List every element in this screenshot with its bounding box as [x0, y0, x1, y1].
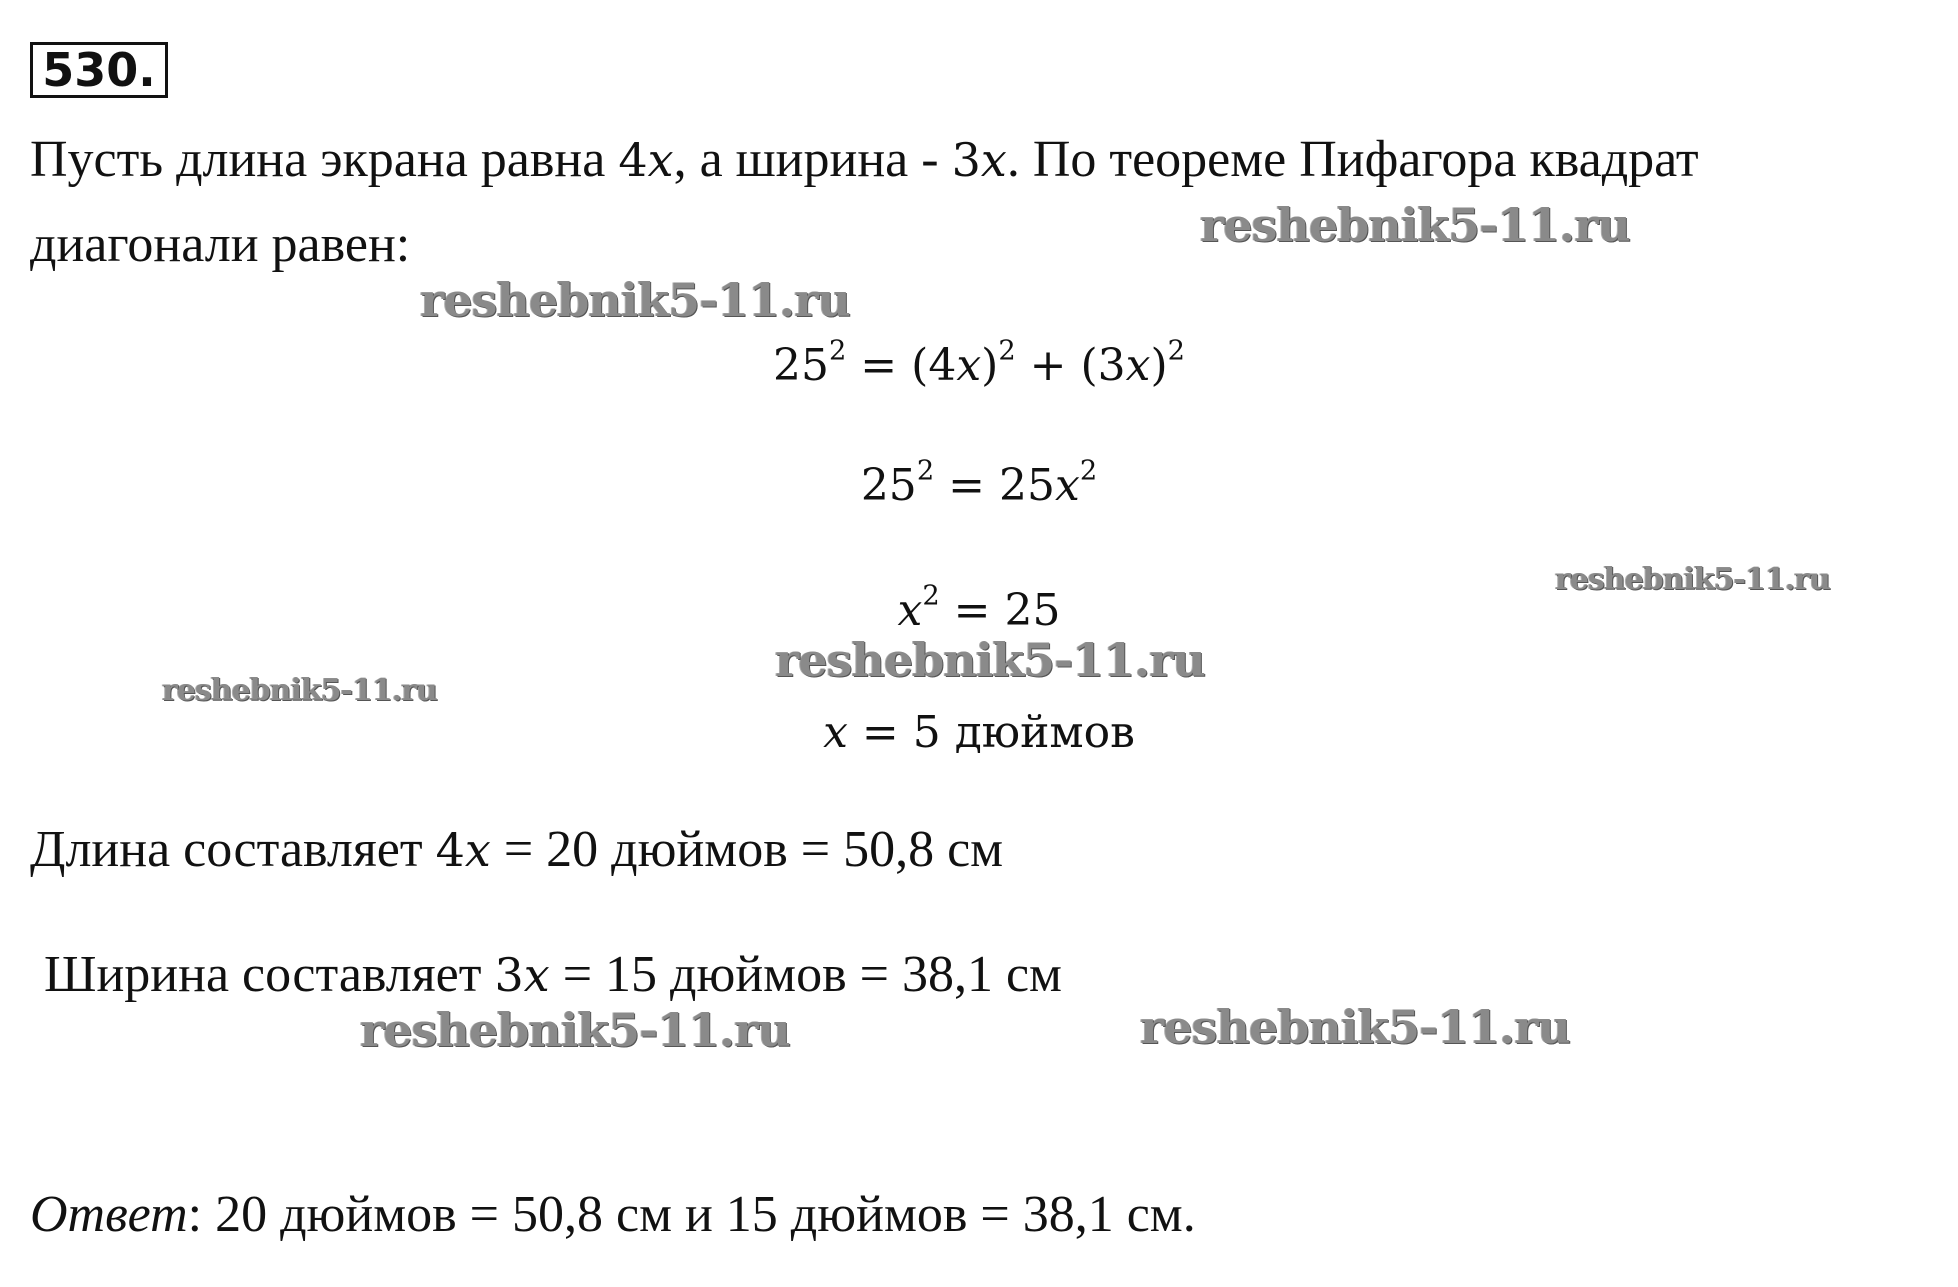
eq2-base-power: 2: [916, 455, 935, 487]
width-line: [44, 945, 1062, 1005]
eq1-power-3: 2: [1167, 335, 1186, 367]
intro-line-1: [30, 130, 1699, 190]
eq1-var-x-2: x: [1125, 340, 1151, 391]
eq1-part-e: ): [1150, 340, 1168, 391]
eq3-rest: = 25: [939, 585, 1061, 636]
watermark: reshebnik5-11.ru: [1140, 1000, 1570, 1054]
intro-coef-3: 3: [951, 133, 981, 187]
eq2-base: 25: [860, 460, 917, 511]
answer-text: : 20 дюймов = 50,8 см и 15 дюймов = 38,1 см.: [187, 1186, 1196, 1243]
eq1-base: 25: [772, 340, 829, 391]
eq1-base-power: 2: [828, 335, 847, 367]
eq4-var-x: x: [823, 707, 848, 758]
watermark: reshebnik5-11.ru: [1555, 562, 1830, 597]
eq3-var-power: 2: [922, 580, 940, 612]
equation-2: [0, 455, 1958, 514]
eq1-part-b: = (4: [846, 340, 957, 391]
eq1-power-2: 2: [998, 335, 1016, 367]
eq2-part-b: = 25: [934, 460, 1055, 511]
width-coef: 3: [494, 948, 524, 1002]
width-label: Ширина составляет: [44, 946, 495, 1003]
intro-coef-4: 4: [618, 133, 648, 187]
intro-text-d: , а ширина -: [673, 131, 952, 188]
eq1-part-c: ): [981, 340, 999, 391]
watermark: reshebnik5-11.ru: [360, 1003, 790, 1057]
problem-number: 530.: [30, 42, 168, 98]
length-label: Длина составляет: [30, 821, 436, 878]
eq4-rest: = 5 дюймов: [847, 707, 1135, 758]
answer-line: [30, 1185, 1196, 1245]
length-line: [30, 820, 1003, 880]
intro-var-x: x: [647, 133, 674, 187]
length-coef: 4: [435, 823, 465, 877]
watermark: reshebnik5-11.ru: [1200, 198, 1630, 252]
eq2-var-power: 2: [1079, 455, 1098, 487]
watermark: reshebnik5-11.ru: [162, 673, 437, 708]
width-var-x: x: [523, 948, 550, 1002]
equation-4: [0, 705, 1958, 761]
equation-1: [0, 335, 1958, 394]
intro-text-a: Пусть длина экрана равна: [30, 131, 619, 188]
watermark: reshebnik5-11.ru: [775, 633, 1205, 687]
eq1-var-x: x: [956, 340, 982, 391]
answer-label: Ответ: [30, 1186, 188, 1243]
length-var-x: x: [464, 823, 491, 877]
intro-line-2: диагонали равен:: [30, 216, 411, 273]
intro-var-x-2: x: [980, 133, 1007, 187]
eq1-part-d: + (3: [1015, 340, 1126, 391]
length-value: = 20 дюймов = 50,8 см: [490, 821, 1004, 878]
watermark: reshebnik5-11.ru: [420, 273, 850, 327]
intro-text-g: . По теореме Пифагора квадрат: [1006, 131, 1699, 188]
eq3-var-x: x: [897, 585, 923, 636]
width-value: = 15 дюймов = 38,1 см: [549, 946, 1062, 1003]
eq2-var-x: x: [1055, 460, 1080, 511]
